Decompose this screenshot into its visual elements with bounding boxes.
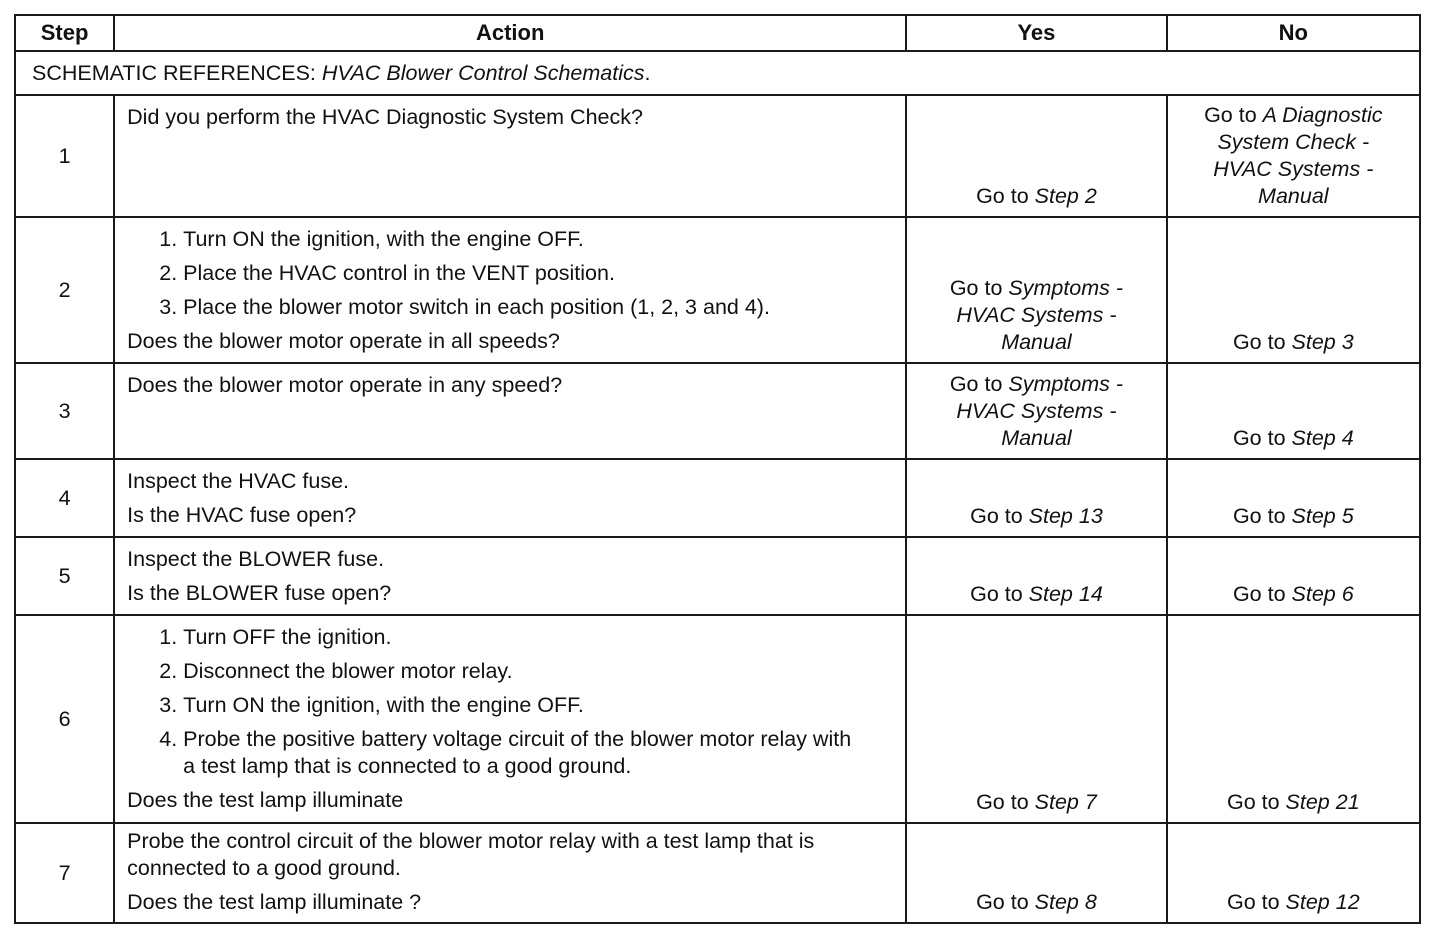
list-item: 2. Disconnect the blower motor relay.: [183, 658, 895, 692]
step-number: 2: [15, 217, 114, 363]
action-cell: [114, 363, 906, 459]
no-link[interactable]: Step 12: [1285, 890, 1360, 914]
schematic-references: [15, 51, 1420, 95]
instruction-text: Inspect the HVAC fuse.: [127, 469, 350, 493]
no-link[interactable]: Step 6: [1291, 582, 1354, 606]
question-text: Did you perform the HVAC Diagnostic System Check?: [127, 105, 643, 129]
question-text: Does the test lamp illuminate ?: [127, 890, 422, 914]
diagnostic-table: [14, 14, 1421, 924]
list-item: 3. Place the blower motor switch in each position (1, 2, 3 and 4).: [183, 294, 895, 328]
yes-link[interactable]: Step 8: [1034, 890, 1097, 914]
schematic-row: [15, 51, 1420, 95]
header-no: No: [1167, 15, 1420, 51]
no-cell: [1167, 363, 1420, 459]
yes-cell: [906, 537, 1166, 615]
schematic-label: SCHEMATIC REFERENCES:: [32, 60, 322, 85]
yes-link[interactable]: Step 14: [1028, 582, 1103, 606]
no-cell: [1167, 615, 1420, 823]
question-text: Does the blower motor operate in any speed?: [127, 373, 563, 397]
action-cell: [114, 217, 906, 363]
table-row: [15, 615, 1420, 823]
no-link[interactable]: Step 5: [1291, 504, 1354, 528]
table-row: [15, 823, 1420, 923]
step-number: 1: [15, 95, 114, 217]
instruction-text: Inspect the BLOWER fuse.: [127, 547, 385, 571]
action-cell: [114, 823, 906, 923]
go-to-label: Go to: [1226, 790, 1286, 814]
no-link[interactable]: Step 4: [1291, 426, 1354, 450]
list-item: 2. Place the HVAC control in the VENT position.: [183, 260, 895, 294]
table-row: [15, 95, 1420, 217]
step-number: 3: [15, 363, 114, 459]
no-cell: [1167, 459, 1420, 537]
table-row: [15, 217, 1420, 363]
yes-cell: [906, 823, 1166, 923]
no-cell: [1167, 823, 1420, 923]
table-row: [15, 363, 1420, 459]
action-cell: [114, 537, 906, 615]
go-to-label: Go to: [976, 790, 1035, 814]
go-to-label: Go to: [970, 504, 1029, 528]
yes-link[interactable]: Step 13: [1028, 504, 1103, 528]
go-to-label: Go to: [949, 372, 1009, 396]
header-row: [15, 15, 1420, 51]
action-cell: [114, 615, 906, 823]
no-cell: [1167, 95, 1420, 217]
schematic-end: .: [644, 60, 651, 85]
go-to-label: Go to: [1232, 582, 1292, 606]
header-step: Step: [15, 15, 114, 51]
no-cell: [1167, 217, 1420, 363]
yes-cell: [906, 615, 1166, 823]
no-cell: [1167, 537, 1420, 615]
question-text: Is the HVAC fuse open?: [127, 503, 357, 527]
yes-cell: [906, 95, 1166, 217]
step-number: 7: [15, 823, 114, 923]
go-to-label: Go to: [976, 184, 1035, 208]
yes-cell: [906, 459, 1166, 537]
table-row: [15, 459, 1420, 537]
schematic-link[interactable]: HVAC Blower Control Schematics: [321, 60, 645, 85]
go-to-label: Go to: [970, 582, 1029, 606]
action-cell: [114, 95, 906, 217]
go-to-label: Go to: [1204, 103, 1263, 127]
go-to-label: Go to: [1232, 504, 1292, 528]
table-row: [15, 537, 1420, 615]
list-item: 3. Turn ON the ignition, with the engine OFF.: [183, 692, 895, 726]
step-number: 5: [15, 537, 114, 615]
yes-link[interactable]: Symptoms - HVAC Systems - Manual: [956, 276, 1124, 354]
question-text: Does the test lamp illuminate: [127, 788, 404, 812]
go-to-label: Go to: [976, 890, 1035, 914]
go-to-label: Go to: [949, 276, 1009, 300]
yes-link[interactable]: Step 2: [1034, 184, 1097, 208]
no-link[interactable]: Step 3: [1291, 330, 1354, 354]
yes-link[interactable]: Step 7: [1034, 790, 1097, 814]
step-number: 4: [15, 459, 114, 537]
go-to-label: Go to: [1232, 426, 1292, 450]
step-number: 6: [15, 615, 114, 823]
list-item: 1. Turn ON the ignition, with the engine OFF.: [183, 226, 895, 260]
question-text: Does the blower motor operate in all speeds?: [127, 329, 560, 353]
question-text: Is the BLOWER fuse open?: [127, 581, 392, 605]
action-cell: [114, 459, 906, 537]
go-to-label: Go to: [1226, 890, 1286, 914]
instruction-text: Probe the control circuit of the blower motor relay with a test lamp that is connected to a good ground.: [127, 829, 815, 880]
no-link[interactable]: Step 21: [1285, 790, 1360, 814]
instruction-list: [127, 226, 895, 328]
header-action: Action: [114, 15, 906, 51]
yes-link[interactable]: Symptoms - HVAC Systems - Manual: [956, 372, 1124, 450]
yes-cell: [906, 363, 1166, 459]
no-link[interactable]: A Diagnostic System Check - HVAC Systems - Manual: [1213, 103, 1383, 208]
instruction-list: [127, 624, 895, 787]
yes-cell: [906, 217, 1166, 363]
go-to-label: Go to: [1232, 330, 1292, 354]
list-item: 1. Turn OFF the ignition.: [183, 624, 895, 658]
header-yes: Yes: [906, 15, 1166, 51]
list-item: 4. Probe the positive battery voltage circuit of the blower motor relay with a test lamp that is connected to a good ground.: [183, 726, 895, 787]
